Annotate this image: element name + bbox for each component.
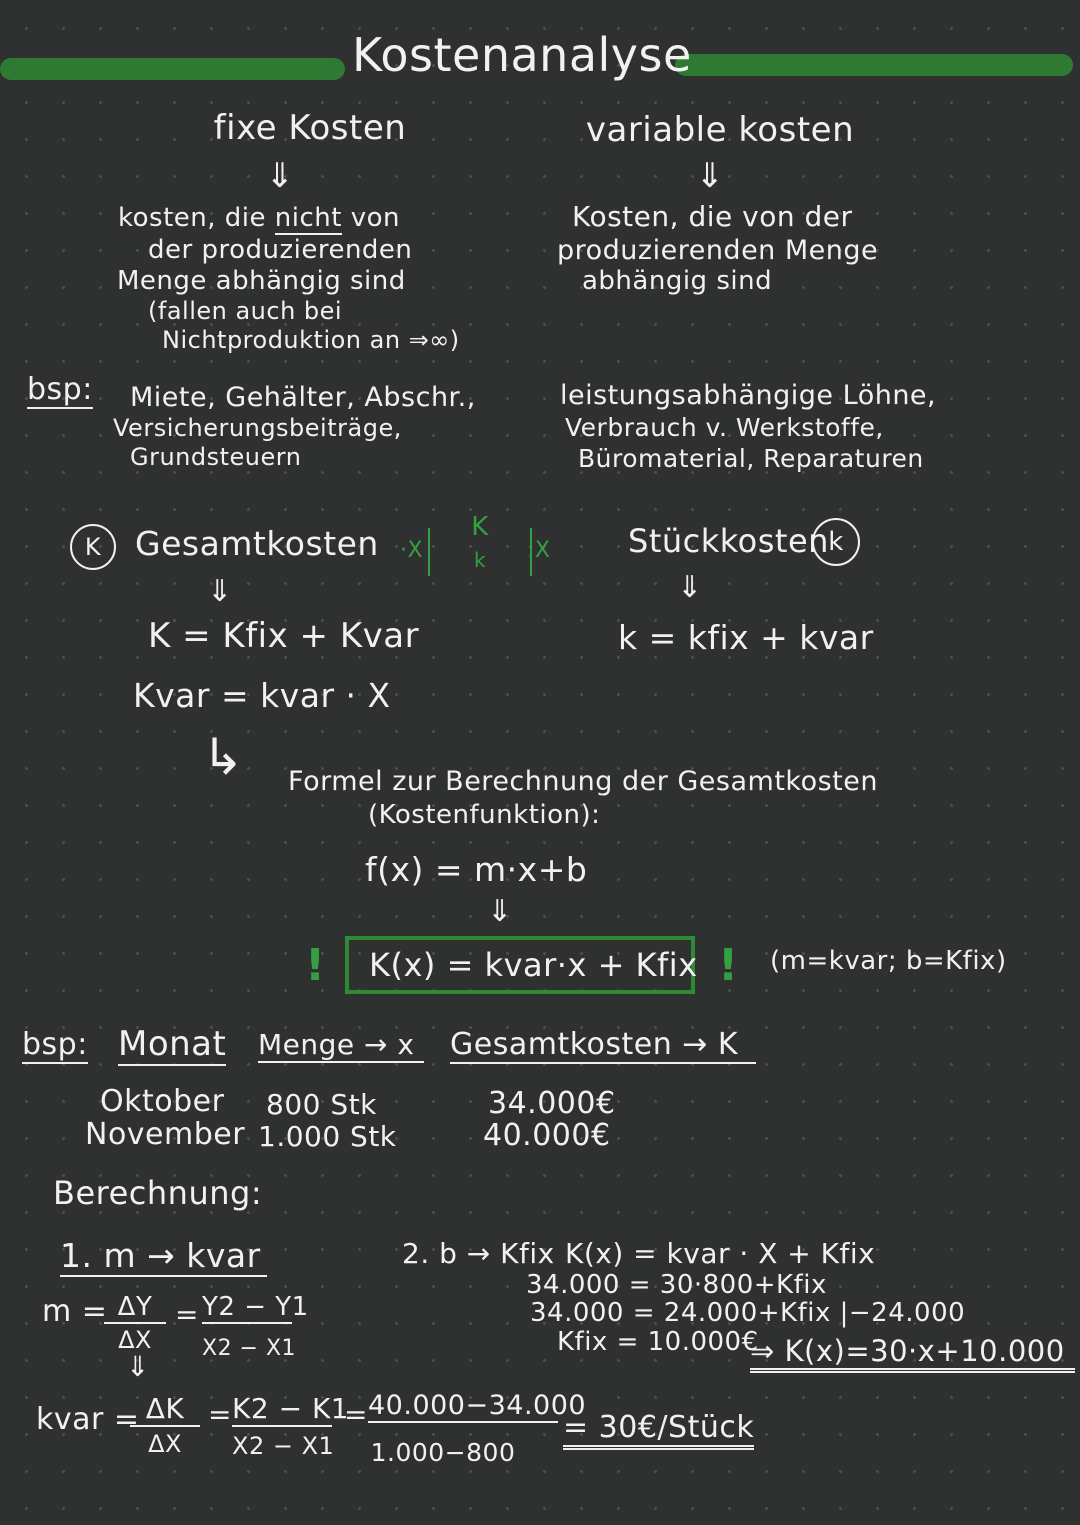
calc-step2-formula: K(x) = kvar · X + Kfix xyxy=(565,1237,876,1270)
kvar-eq2: = xyxy=(344,1398,368,1431)
conversion-multiply: ·X xyxy=(400,538,424,563)
title-bar-left xyxy=(0,58,345,80)
variable-definition-line3: abhängig sind xyxy=(582,266,773,296)
kvar-eq1: = xyxy=(208,1398,232,1431)
fixed-definition-line1: kosten, die nicht von xyxy=(118,203,400,233)
conversion-divide: :X xyxy=(527,538,551,563)
gesamtkosten-label: Gesamtkosten xyxy=(135,524,379,563)
table-header-quantity: Menge → x xyxy=(258,1028,424,1063)
table-header-total: Gesamtkosten → K xyxy=(450,1027,756,1064)
slope-dx: ΔX xyxy=(118,1326,152,1354)
slope-y-diff: Y2 − Y1 xyxy=(202,1292,309,1322)
table-row-quantity: 1.000 Stk xyxy=(258,1120,397,1153)
variable-examples-line1: leistungsabhängige Löhne, xyxy=(560,380,937,411)
title-bar-right xyxy=(675,54,1073,76)
fixed-definition-line4: (fallen auch bei xyxy=(148,297,343,325)
stueckkosten-formula: k = kfix + kvar xyxy=(618,618,874,657)
table-row-total: 34.000€ xyxy=(488,1086,616,1121)
fixed-definition-line3: Menge abhängig sind xyxy=(117,266,406,296)
conversion-bottom: k xyxy=(473,548,487,572)
kostenfunktion-text-line1: Formel zur Berechnung der Gesamtkosten xyxy=(288,766,878,797)
exclaim-right: ! xyxy=(718,940,739,991)
gesamtkosten-symbol-circle: K xyxy=(70,524,116,570)
table-row-month: Oktober xyxy=(100,1084,225,1119)
emphasis-nicht: nicht xyxy=(274,203,342,233)
kvar-dk: ΔK xyxy=(130,1392,200,1427)
example-label: bsp: xyxy=(27,372,93,407)
fixed-costs-heading: fixe Kosten xyxy=(213,108,407,148)
calc-step1: 1. m → kvar xyxy=(60,1236,267,1277)
slope-x-diff: X2 − X1 xyxy=(202,1336,297,1361)
conversion-top: K xyxy=(471,512,489,542)
calc-step2-line3: 34.000 = 24.000+Kfix |−24.000 xyxy=(530,1298,966,1328)
stueckkosten-symbol-circle: k xyxy=(812,518,860,566)
stueckkosten-label: Stückkosten xyxy=(628,522,829,560)
exclaim-left: ! xyxy=(305,940,326,991)
gesamtkosten-arrow: ⇓ xyxy=(207,574,233,609)
variable-examples-line2: Verbrauch v. Werkstoffe, xyxy=(565,413,884,442)
slope-dy: ΔY xyxy=(104,1292,166,1324)
slope-prefix: m = xyxy=(42,1294,108,1329)
corner-arrow-icon: ↳ xyxy=(202,728,245,786)
calc-step2-line2: 34.000 = 30·800+Kfix xyxy=(526,1270,827,1300)
fixed-examples-line3: Grundsteuern xyxy=(130,443,302,471)
kvar-k-diff: K2 − K1 xyxy=(232,1392,350,1425)
fixed-examples-line1: Miete, Gehälter, Abschr., xyxy=(130,382,476,413)
calc-step2-line4: Kfix = 10.000€ xyxy=(557,1327,759,1357)
kvar-dx: ΔX xyxy=(148,1430,182,1458)
table-example-label: bsp: xyxy=(22,1027,88,1062)
variable-arrow: ⇓ xyxy=(695,156,725,196)
variable-examples-line3: Büromaterial, Reparaturen xyxy=(578,444,924,473)
kostenfunktion-box: K(x) = kvar·x + Kfix xyxy=(345,936,695,994)
kostenfunktion-text-line2: (Kostenfunktion): xyxy=(368,800,601,830)
kvar-denominator: 1.000−800 xyxy=(370,1438,516,1467)
slope-eq: = xyxy=(175,1298,199,1331)
page-title: Kostenanalyse xyxy=(352,28,692,82)
kvar-prefix: kvar = xyxy=(36,1402,140,1437)
stueckkosten-arrow: ⇓ xyxy=(677,570,703,605)
table-row-month: November xyxy=(85,1117,246,1152)
fixed-arrow: ⇓ xyxy=(265,156,295,196)
kvar-numerator: 40.000−34.000 xyxy=(368,1390,587,1421)
kvar-x-diff: X2 − X1 xyxy=(232,1432,335,1460)
final-cost-function: ⇒ K(x)=30·x+10.000 xyxy=(750,1334,1075,1373)
calc-step2-label: 2. b → Kfix xyxy=(402,1237,555,1270)
calculation-heading: Berechnung: xyxy=(53,1174,263,1212)
parameter-note: (m=kvar; b=Kfix) xyxy=(770,946,1007,976)
calc-arrow: ⇓ xyxy=(126,1350,150,1383)
table-row-quantity: 800 Stk xyxy=(266,1088,377,1121)
kvar-result: = 30€/Stück xyxy=(563,1410,754,1450)
variable-definition-line2: produzierenden Menge xyxy=(557,235,879,266)
generic-linear-function: f(x) = m·x+b xyxy=(365,850,588,889)
kostenfunktion-arrow: ⇓ xyxy=(487,894,513,929)
gesamtkosten-formula: K = Kfix + Kvar xyxy=(148,616,420,656)
fixed-definition-line5: Nichtproduktion an ⇒∞) xyxy=(162,326,460,354)
variable-definition-line1: Kosten, die von der xyxy=(572,200,853,233)
fixed-examples-line2: Versicherungsbeiträge, xyxy=(113,414,402,442)
fixed-definition-line2: der produzierenden xyxy=(148,235,413,265)
table-header-month: Monat xyxy=(118,1024,227,1064)
variable-costs-heading: variable kosten xyxy=(585,110,855,150)
variable-cost-formula: Kvar = kvar · X xyxy=(133,676,391,715)
table-row-total: 40.000€ xyxy=(483,1118,611,1153)
